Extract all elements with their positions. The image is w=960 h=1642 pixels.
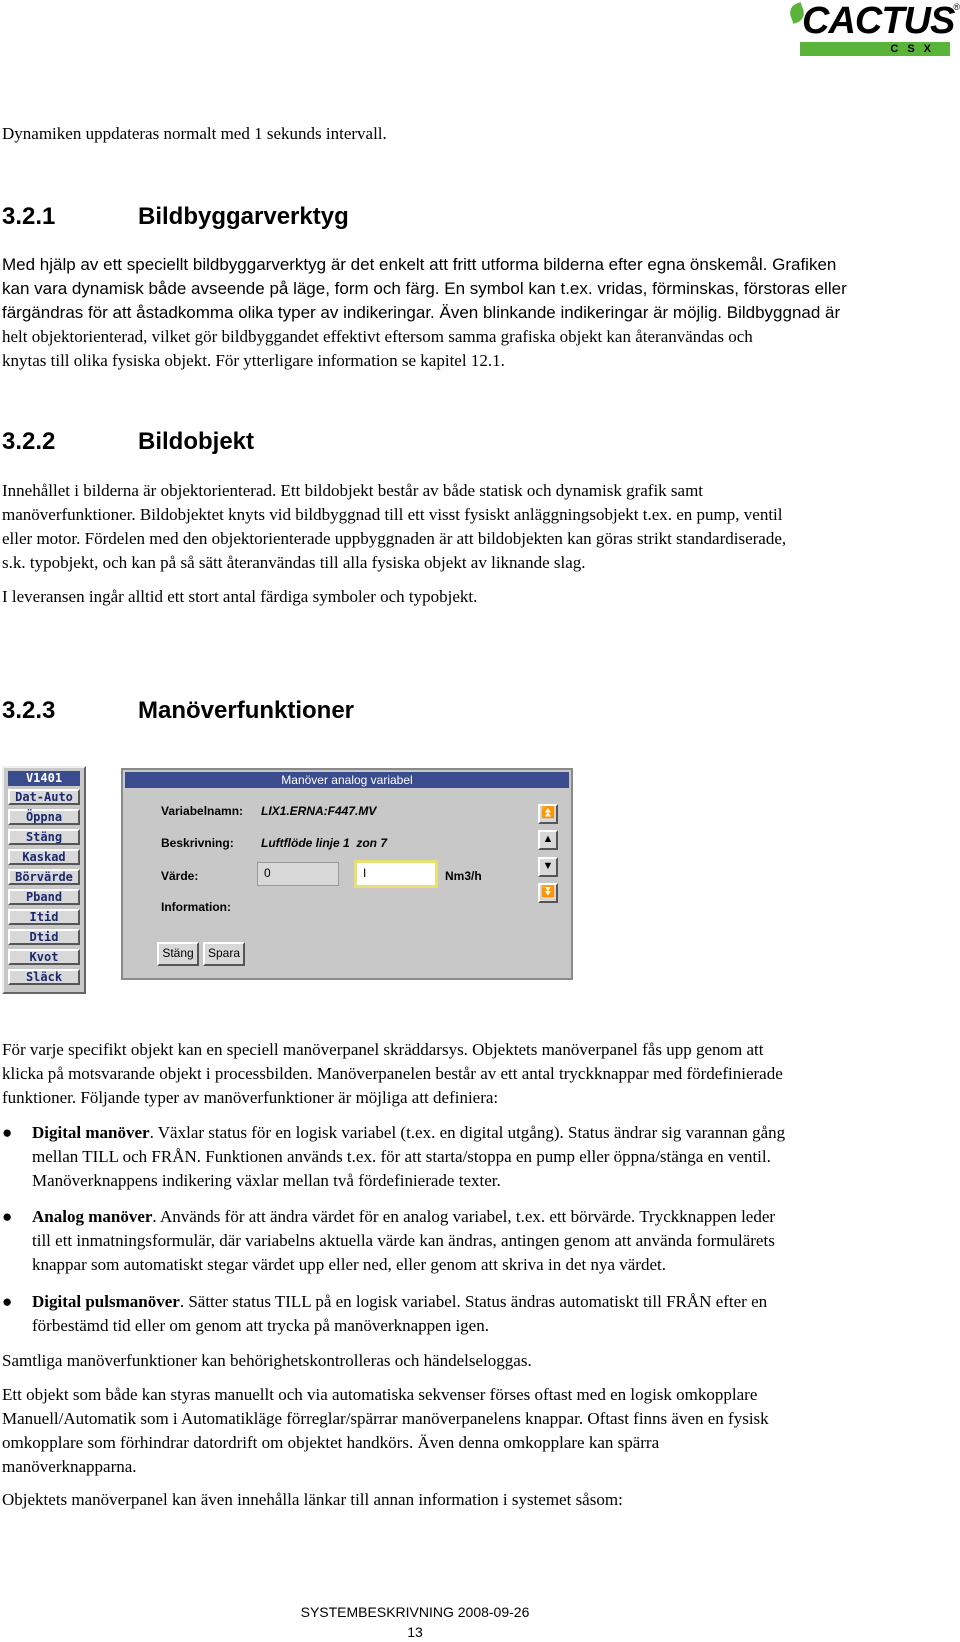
description-value: Luftflöde linje 1 zon 7 <box>261 836 387 850</box>
bullet-line: . Används för att ändra värdet för en analog variabel, t.ex. ett börvärde. Tryckknappen leder <box>152 1207 776 1226</box>
current-value-field: 0 <box>257 862 339 886</box>
section-323-number: 3.2.3 <box>2 697 56 724</box>
dialog-save-button[interactable]: Spara <box>203 942 245 966</box>
double-down-icon: ⏬ <box>541 886 555 898</box>
bullet-dot: ● <box>2 1207 13 1226</box>
step-up-button[interactable] <box>538 830 558 850</box>
logo-sub: CSX <box>890 43 940 55</box>
section-323-title: Manöverfunktioner <box>138 697 355 724</box>
body-line: manöverknapparna. <box>2 1457 137 1476</box>
after-bullets-text: Samtliga manöverfunktioner kan behörighetskontrolleras och händelseloggas. <box>2 1351 532 1370</box>
body-line: Med hjälp av ett speciellt bildbyggarverktyg är det enkelt att fritt utforma bilderna efter egna önskemål. Grafiken <box>2 255 837 274</box>
body-line: Ett objekt som både kan styras manuellt och via automatiska sekvenser förses oftast med en logisk omkopplare <box>2 1385 758 1404</box>
bullet-dot: ● <box>2 1292 13 1311</box>
section-323-body <box>2 1038 957 1110</box>
open-button[interactable]: Öppna <box>8 809 80 825</box>
bullet-term: Digital manöver <box>32 1123 150 1142</box>
close-button[interactable]: Stäng <box>8 829 80 845</box>
new-value-input[interactable]: I <box>354 860 438 888</box>
bullet-digital-manover <box>32 1121 950 1193</box>
analog-variable-dialog <box>121 768 573 980</box>
dtid-button[interactable]: Dtid <box>8 929 80 945</box>
kvot-button[interactable]: Kvot <box>8 949 80 965</box>
section-322-title: Bildobjekt <box>138 428 255 455</box>
footer-doc: SYSTEMBESKRIVNING 2008-09-26 <box>300 1604 530 1620</box>
description-label: Beskrivning: <box>161 836 234 850</box>
panel-title: V1401 <box>8 771 80 786</box>
body-line: klicka på motsvarande objekt i processbilden. Manöverpanelen består av ett antal tryckknappar med fördefinierade <box>2 1064 783 1083</box>
bullet-analog-manover <box>32 1205 950 1277</box>
itid-button[interactable]: Itid <box>8 909 80 925</box>
body-line: omkopplare som förhindrar datordrift om objektet handkörs. Även denna omkopplare kan spärra <box>2 1433 660 1452</box>
value-label: Värde: <box>161 869 199 883</box>
step-down-button[interactable] <box>538 857 558 877</box>
step-down-fast-button[interactable] <box>538 883 558 903</box>
bullet-term: Analog manöver <box>32 1207 153 1226</box>
body-line: helt objektorienterad, vilket gör bildbyggandet effektivt eftersom samma grafiska objekt kan återanvändas och <box>2 327 753 346</box>
body-line: färgändras för att åstadkomma olika typer av indikeringar. Även blinkande indikeringar är möjlig. Bildbyggnad är <box>2 303 841 322</box>
bullet-digital-pulsmanover <box>32 1290 950 1338</box>
body-line: För varje specifikt objekt kan en speciell manöverpanel skräddarsys. Objektets manöverpanel fås upp genom att <box>2 1040 764 1059</box>
links-text: Objektets manöverpanel kan även innehålla länkar till annan information i systemet såsom: <box>2 1490 623 1509</box>
pband-button[interactable]: Pband <box>8 889 80 905</box>
bullet-line: till ett inmatningsformulär, där variabelns aktuella värde kan ändras, antingen genom att använda formulärets <box>32 1231 775 1250</box>
logo-registered: ® <box>953 2 960 12</box>
bullet-line: . Växlar status för en logisk variabel (t.ex. en digital utgång). Status ändrar sig varannan gång <box>149 1123 786 1142</box>
bullet-line: mellan TILL och FRÅN. Funktionen används t.ex. för att starta/stoppa en pump eller öppna/stänga en ventil. <box>32 1147 771 1166</box>
body-line: kan vara dynamisk både avseende på läge, form och färg. En symbol kan t.ex. vridas, förminskas, förstoras eller <box>2 279 847 298</box>
variable-name-value: LIX1.ERNA:F447.MV <box>261 804 377 818</box>
section-321-body <box>2 253 952 325</box>
bullet-line: Manöverknappens indikering växlar mellan två fördefinierade texter. <box>32 1171 501 1190</box>
body-line: eller motor. Fördelen med den objektorienterade uppbyggnaden är att bildobjekten kan göras strikt standardiserade, <box>2 529 787 548</box>
down-arrow-icon: ▼ <box>542 860 554 872</box>
variable-name-label: Variabelnamn: <box>161 804 244 818</box>
body-line: Manuell/Automatik som i Automatikläge förreglar/spärrar manöverpanelens knappar. Oftast finns även en fysisk <box>2 1409 769 1428</box>
up-arrow-icon: ▲ <box>542 833 554 845</box>
dat-auto-button[interactable]: Dat-Auto <box>8 789 80 805</box>
control-button-panel <box>2 766 86 994</box>
turn-off-button[interactable]: Släck <box>8 969 80 985</box>
bullet-line: förbestämd tid eller om genom att trycka på manöverknappen igen. <box>32 1316 489 1335</box>
body-line: knytas till olika fysiska objekt. För ytterligare information se kapitel 12.1. <box>2 351 505 370</box>
section-322-body2: I leveransen ingår alltid ett stort antal färdiga symboler och typobjekt. <box>2 587 478 606</box>
section-321-title: Bildbyggarverktyg <box>138 203 349 230</box>
body-line: s.k. typobjekt, och kan på så sätt återanvändas till alla fysiska objekt av liknande slag. <box>2 553 586 572</box>
dialog-close-button[interactable]: Stäng <box>157 942 199 966</box>
body-line: manöverfunktioner. Bildobjektet knyts vid bildbyggnad till ett visst fysiskt anläggningsobjekt t.ex. en pump, ventil <box>2 505 783 524</box>
double-up-icon: ⏫ <box>541 807 555 819</box>
page-number: 13 <box>407 1624 423 1640</box>
section-321-body-cont <box>2 325 952 373</box>
body-line: funktioner. Följande typer av manöverfunktioner är möjliga att definiera: <box>2 1088 499 1107</box>
information-label: Information: <box>161 900 231 914</box>
setpoint-button[interactable]: Börvärde <box>8 869 80 885</box>
manual-auto-paragraph <box>2 1383 957 1479</box>
step-up-fast-button[interactable] <box>538 804 558 824</box>
section-322-body <box>2 479 957 575</box>
cascade-button[interactable]: Kaskad <box>8 849 80 865</box>
cactus-logo <box>790 0 960 58</box>
dialog-title: Manöver analog variabel <box>125 772 569 788</box>
section-322-number: 3.2.2 <box>2 428 56 455</box>
bullet-line: knappar som automatiskt stegar värdet upp eller ned, eller genom att skriva in det nya värdet. <box>32 1255 666 1274</box>
logo-wordmark: CACTUS <box>802 0 955 42</box>
bullet-term: Digital pulsmanöver <box>32 1292 180 1311</box>
bullet-line: . Sätter status TILL på en logisk variabel. Status ändras automatiskt till FRÅN efter en <box>179 1292 768 1311</box>
body-line: Innehållet i bilderna är objektorienterad. Ett bildobjekt består av både statisk och dynamisk grafik samt <box>2 481 704 500</box>
logo-bar <box>800 42 950 56</box>
unit-label: Nm3/h <box>445 869 482 883</box>
section-321-number: 3.2.1 <box>2 203 56 230</box>
bullet-dot: ● <box>2 1123 13 1142</box>
intro-text: Dynamiken uppdateras normalt med 1 sekunds intervall. <box>2 124 387 143</box>
